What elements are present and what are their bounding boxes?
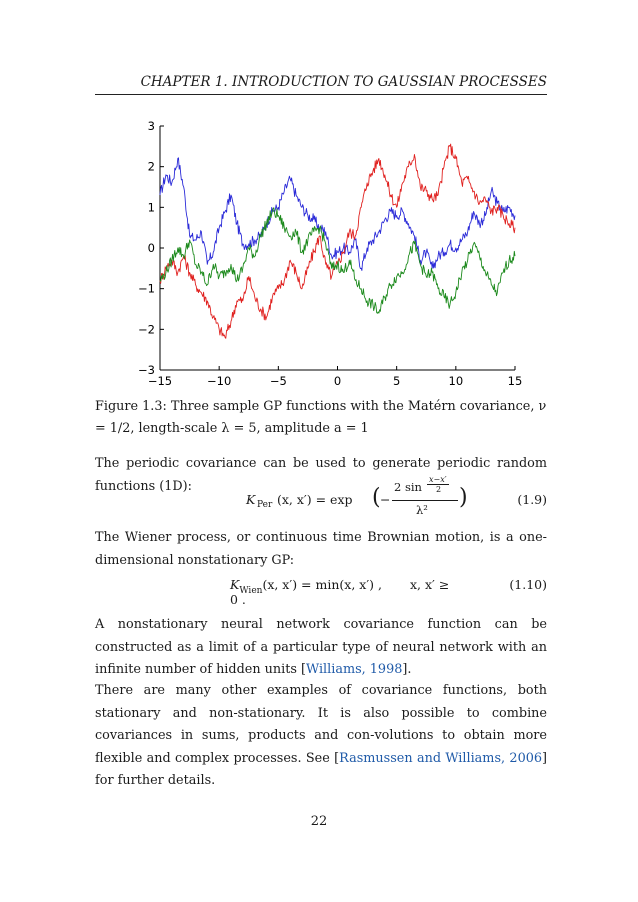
p3-text: A nonstationary neural network covariance function can be constructed as a limit of a particular type of neural network with an infinite number of hidden units [ [95, 617, 547, 677]
eq1-minus: − [380, 492, 391, 507]
paragraph-neural-network [95, 614, 547, 682]
citation-rasmussen-williams-2006[interactable]: Rasmussen and Williams, 2006 [339, 750, 542, 766]
paragraph-other-examples [95, 680, 547, 793]
x-tick-label: 15 [507, 374, 523, 388]
eq1-numerator: 2 sin [394, 480, 422, 494]
equation-number-1-10: (1.10) [509, 577, 547, 592]
eq1-rest: (x, x′) = exp [277, 492, 353, 507]
y-tick-label: −3 [138, 363, 155, 377]
eq2-condition: x, x′ ≥ 0 . [230, 577, 450, 607]
y-tick-label: −2 [138, 322, 155, 337]
paragraph-periodic: The periodic covariance can be used to generate periodic random functions (1D): [95, 456, 547, 494]
citation-williams-1998[interactable]: Williams, 1998 [306, 662, 403, 677]
eq2-rest: (x, x′) = min(x, x′) , [262, 577, 382, 592]
caption-text: Three sample GP functions with the Matérn covariance, ν = 1/2, length-scale λ = 5, amplitude a = 1 [95, 399, 547, 436]
caption-label: Figure 1.3: [95, 399, 167, 414]
series-blue-line [160, 158, 515, 271]
eq1-frac-den: 2 [436, 485, 442, 494]
y-tick-label: 1 [147, 200, 155, 215]
x-tick-label: −15 [147, 374, 173, 388]
y-tick-label: −1 [138, 281, 155, 296]
eq1-frac-num: x−x′ [429, 475, 447, 484]
page-number: 22 [310, 814, 328, 829]
x-tick-label: −10 [207, 374, 232, 388]
eq1-lhs-sub: Per [257, 500, 273, 510]
equation-periodic: K Per (x, x′) = exp ( − 2 sin x−x′ 2 λ² ) [246, 475, 468, 517]
x-tick-label: 5 [393, 374, 401, 388]
x-tick-label: 0 [333, 374, 342, 388]
running-header: CHAPTER 1. INTRODUCTION TO GAUSSIAN PROCESSES [140, 74, 547, 90]
equation-wiener [230, 577, 460, 607]
equation-number-1-9: (1.9) [517, 492, 547, 507]
plot-series [160, 144, 515, 338]
y-tick-label: 0 [147, 241, 155, 255]
eq2-lhs: K [230, 577, 240, 592]
series-green-line [160, 208, 515, 313]
x-tick-label: 10 [448, 374, 464, 388]
eq1-denominator: λ² [416, 503, 428, 517]
paragraph-wiener: The Wiener process, or continuous time Brownian motion, is a one-dimensional nonstationary GP: [95, 530, 547, 568]
eq2-lhs-sub: Wien [239, 586, 263, 596]
figure-caption [95, 396, 547, 440]
eq1-lhs: K [246, 492, 256, 507]
p4-text: There are many other examples of covariance functions, both stationary and non-stationary. It is also possible to combine covariances in sums, products and con-volutions to obtain more flexible and complex processes. See [ [95, 683, 547, 766]
p4-close: ] for further details. [95, 750, 547, 788]
p3-close: ]. [402, 662, 412, 677]
x-tick-label: −5 [269, 374, 287, 388]
y-tick-label: 2 [147, 159, 155, 174]
y-tick-label: 3 [147, 119, 155, 133]
